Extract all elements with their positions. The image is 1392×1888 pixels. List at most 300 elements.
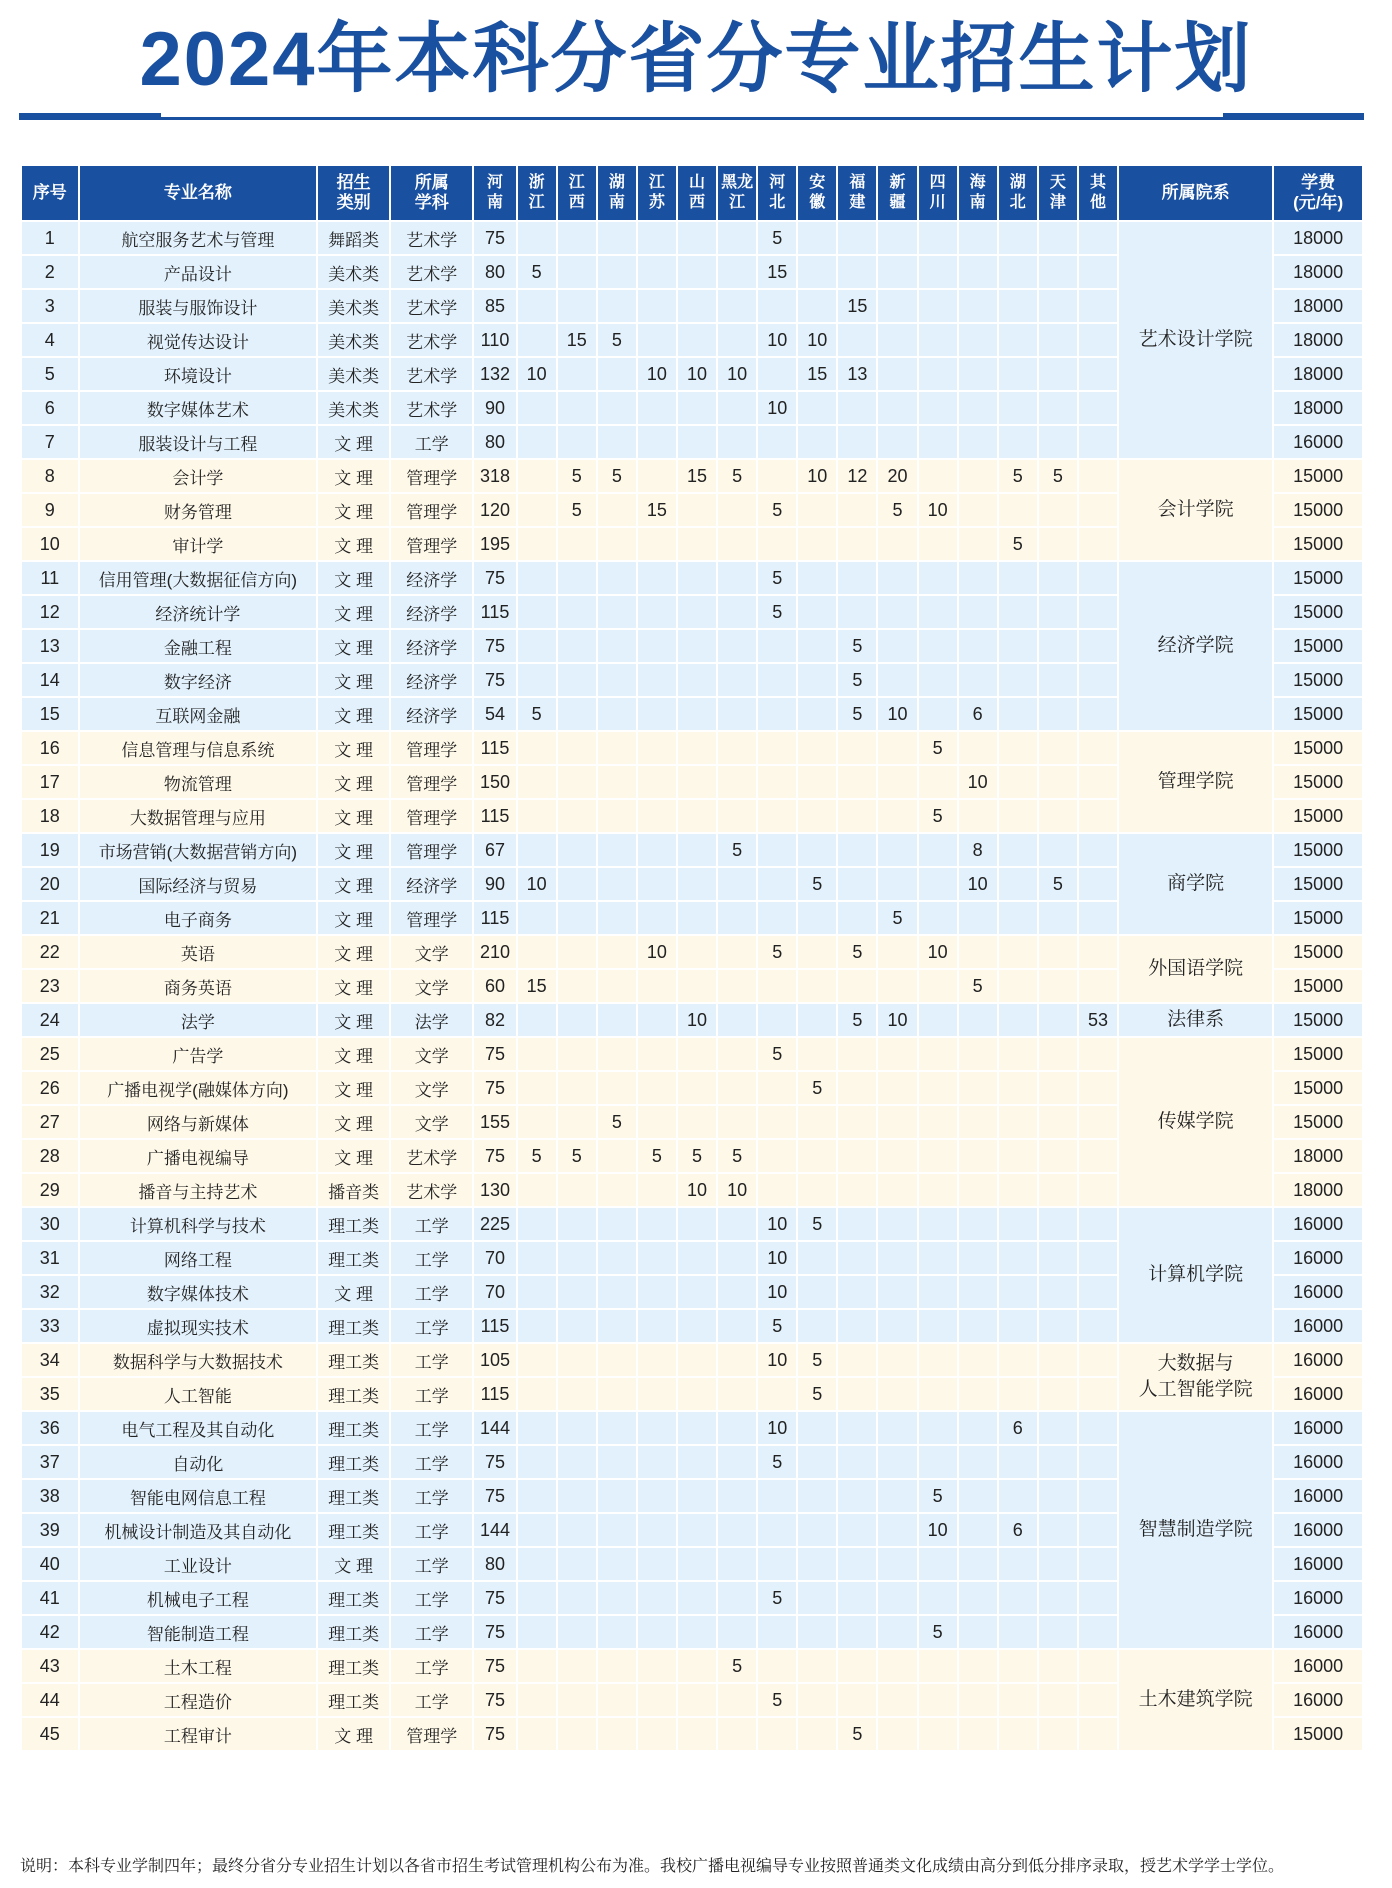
province-quota xyxy=(877,1037,917,1071)
province-quota xyxy=(677,901,717,935)
header-name: 专业名称 xyxy=(79,165,318,221)
province-quota xyxy=(797,1513,837,1547)
major-name: 英语 xyxy=(79,935,318,969)
province-quota xyxy=(918,1445,958,1479)
province-quota xyxy=(717,1513,757,1547)
province-quota xyxy=(877,391,917,425)
major-name: 网络工程 xyxy=(79,1241,318,1275)
province-quota xyxy=(958,391,998,425)
province-quota xyxy=(837,1139,877,1173)
province-quota: 5 xyxy=(517,255,557,289)
province-quota: 10 xyxy=(517,867,557,901)
subject-category: 经济学 xyxy=(390,595,473,629)
province-quota xyxy=(557,969,597,1003)
enrollment-type: 文 理 xyxy=(317,493,390,527)
province-quota: 5 xyxy=(837,697,877,731)
province-quota xyxy=(597,629,637,663)
enrollment-type: 美术类 xyxy=(317,357,390,391)
province-quota: 5 xyxy=(717,459,757,493)
province-quota xyxy=(1078,1649,1118,1683)
major-name: 服装与服饰设计 xyxy=(79,289,318,323)
province-quota xyxy=(918,289,958,323)
province-quota xyxy=(958,289,998,323)
province-quota xyxy=(877,1105,917,1139)
province-quota: 5 xyxy=(998,459,1038,493)
province-quota xyxy=(557,1377,597,1411)
row-number: 19 xyxy=(21,833,79,867)
province-quota: 10 xyxy=(877,697,917,731)
province-quota xyxy=(717,935,757,969)
province-name: 浙江 xyxy=(528,174,545,211)
province-quota xyxy=(837,1649,877,1683)
province-quota xyxy=(958,629,998,663)
major-name: 物流管理 xyxy=(79,765,318,799)
province-quota xyxy=(557,1717,597,1751)
subject-category: 工学 xyxy=(390,1513,473,1547)
province-quota xyxy=(918,1309,958,1343)
province-quota xyxy=(637,425,677,459)
province-name: 江西 xyxy=(568,174,585,211)
enrollment-type: 美术类 xyxy=(317,323,390,357)
province-quota: 8 xyxy=(958,833,998,867)
province-quota xyxy=(637,1071,677,1105)
province-quota: 15 xyxy=(557,323,597,357)
province-quota xyxy=(517,1343,557,1377)
province-quota xyxy=(877,561,917,595)
province-quota xyxy=(637,1717,677,1751)
province-quota xyxy=(597,969,637,1003)
header-province xyxy=(837,165,877,221)
row-number: 22 xyxy=(21,935,79,969)
province-quota xyxy=(958,663,998,697)
row-number: 14 xyxy=(21,663,79,697)
province-quota xyxy=(1038,221,1078,255)
enrollment-type: 文 理 xyxy=(317,527,390,561)
province-quota xyxy=(597,901,637,935)
province-quota xyxy=(597,1309,637,1343)
province-quota xyxy=(958,799,998,833)
province-quota xyxy=(918,663,958,697)
province-quota xyxy=(557,1411,597,1445)
province-quota: 144 xyxy=(473,1411,516,1445)
province-quota xyxy=(677,255,717,289)
province-quota xyxy=(1078,1479,1118,1513)
province-quota xyxy=(557,595,597,629)
subject-category: 工学 xyxy=(390,1615,473,1649)
province-quota xyxy=(837,1173,877,1207)
enrollment-type: 理工类 xyxy=(317,1411,390,1445)
province-quota xyxy=(717,697,757,731)
province-quota xyxy=(637,731,677,765)
province-quota xyxy=(637,867,677,901)
province-quota xyxy=(958,561,998,595)
province-quota xyxy=(517,459,557,493)
province-quota xyxy=(1038,833,1078,867)
province-quota xyxy=(998,221,1038,255)
province-quota xyxy=(717,391,757,425)
province-quota xyxy=(958,1037,998,1071)
province-quota xyxy=(517,1513,557,1547)
major-name: 人工智能 xyxy=(79,1377,318,1411)
province-quota xyxy=(1038,1037,1078,1071)
province-quota xyxy=(757,1105,797,1139)
enrollment-type: 文 理 xyxy=(317,1037,390,1071)
province-quota xyxy=(837,1479,877,1513)
province-quota xyxy=(1078,1037,1118,1071)
province-quota xyxy=(797,255,837,289)
province-quota xyxy=(717,1581,757,1615)
row-number: 7 xyxy=(21,425,79,459)
province-quota xyxy=(958,1717,998,1751)
row-number: 36 xyxy=(21,1411,79,1445)
province-quota xyxy=(797,1003,837,1037)
province-quota xyxy=(637,1173,677,1207)
province-quota xyxy=(918,1071,958,1105)
subject-category: 工学 xyxy=(390,1479,473,1513)
province-quota xyxy=(637,391,677,425)
province-quota: 75 xyxy=(473,1649,516,1683)
province-quota: 210 xyxy=(473,935,516,969)
province-quota xyxy=(998,731,1038,765)
major-name: 财务管理 xyxy=(79,493,318,527)
province-quota xyxy=(677,1547,717,1581)
province-quota xyxy=(877,1241,917,1275)
province-quota: 5 xyxy=(757,493,797,527)
province-quota xyxy=(757,1479,797,1513)
row-number: 18 xyxy=(21,799,79,833)
province-quota xyxy=(998,935,1038,969)
province-quota xyxy=(597,1343,637,1377)
province-quota xyxy=(1078,1173,1118,1207)
province-quota xyxy=(918,221,958,255)
province-quota xyxy=(597,561,637,595)
province-quota xyxy=(1038,629,1078,663)
college-name: 商学院 xyxy=(1118,833,1273,935)
province-quota xyxy=(877,1513,917,1547)
enrollment-type: 理工类 xyxy=(317,1479,390,1513)
major-name: 计算机科学与技术 xyxy=(79,1207,318,1241)
enrollment-type: 文 理 xyxy=(317,595,390,629)
province-quota xyxy=(837,799,877,833)
province-quota xyxy=(677,425,717,459)
province-quota xyxy=(797,1173,837,1207)
tuition-fee: 15000 xyxy=(1273,1003,1363,1037)
tuition-fee: 15000 xyxy=(1273,663,1363,697)
province-quota xyxy=(918,425,958,459)
tuition-fee: 15000 xyxy=(1273,1037,1363,1071)
province-quota xyxy=(1038,1071,1078,1105)
enrollment-type: 文 理 xyxy=(317,731,390,765)
province-quota xyxy=(677,1105,717,1139)
header-province xyxy=(998,165,1038,221)
header-province xyxy=(797,165,837,221)
province-quota xyxy=(797,1241,837,1275)
province-quota xyxy=(837,561,877,595)
tuition-fee: 18000 xyxy=(1273,289,1363,323)
subject-category: 工学 xyxy=(390,1547,473,1581)
province-quota xyxy=(557,1479,597,1513)
header-province xyxy=(597,165,637,221)
province-quota: 10 xyxy=(677,1173,717,1207)
row-number: 33 xyxy=(21,1309,79,1343)
province-quota xyxy=(597,1513,637,1547)
major-name: 播音与主持艺术 xyxy=(79,1173,318,1207)
enrollment-type: 文 理 xyxy=(317,1105,390,1139)
province-quota xyxy=(837,1343,877,1377)
province-quota xyxy=(918,1343,958,1377)
province-quota xyxy=(557,833,597,867)
province-quota xyxy=(677,1207,717,1241)
tuition-fee: 16000 xyxy=(1273,1445,1363,1479)
tuition-fee: 16000 xyxy=(1273,1309,1363,1343)
province-quota xyxy=(637,1309,677,1343)
header-province xyxy=(877,165,917,221)
major-name: 机械电子工程 xyxy=(79,1581,318,1615)
province-quota xyxy=(837,731,877,765)
province-quota: 60 xyxy=(473,969,516,1003)
province-quota xyxy=(998,833,1038,867)
province-quota xyxy=(677,527,717,561)
province-quota: 5 xyxy=(998,527,1038,561)
province-quota xyxy=(717,663,757,697)
row-number: 40 xyxy=(21,1547,79,1581)
row-number: 17 xyxy=(21,765,79,799)
province-quota xyxy=(918,1683,958,1717)
major-name: 经济统计学 xyxy=(79,595,318,629)
province-quota xyxy=(597,255,637,289)
major-name: 会计学 xyxy=(79,459,318,493)
province-quota xyxy=(637,595,677,629)
province-quota: 5 xyxy=(918,1479,958,1513)
header-province xyxy=(517,165,557,221)
subject-category: 艺术学 xyxy=(390,323,473,357)
province-quota xyxy=(517,493,557,527)
province-quota xyxy=(958,1003,998,1037)
province-quota: 5 xyxy=(918,799,958,833)
subject-category: 法学 xyxy=(390,1003,473,1037)
province-quota: 105 xyxy=(473,1343,516,1377)
province-quota xyxy=(1078,1309,1118,1343)
tuition-fee: 18000 xyxy=(1273,1139,1363,1173)
province-quota xyxy=(757,1173,797,1207)
province-quota xyxy=(557,1105,597,1139)
province-quota xyxy=(1038,1309,1078,1343)
province-quota xyxy=(797,1309,837,1343)
enrollment-type: 文 理 xyxy=(317,1717,390,1751)
province-quota xyxy=(998,357,1038,391)
province-quota xyxy=(557,1683,597,1717)
province-quota xyxy=(958,1343,998,1377)
province-quota: 75 xyxy=(473,1139,516,1173)
header-province xyxy=(1078,165,1118,221)
province-quota: 195 xyxy=(473,527,516,561)
province-quota xyxy=(998,425,1038,459)
tuition-fee: 15000 xyxy=(1273,629,1363,663)
province-quota xyxy=(877,867,917,901)
province-quota xyxy=(557,289,597,323)
enrollment-type: 美术类 xyxy=(317,255,390,289)
province-quota xyxy=(1038,1411,1078,1445)
province-quota xyxy=(597,1003,637,1037)
province-quota xyxy=(1078,1139,1118,1173)
province-quota xyxy=(918,1173,958,1207)
province-quota xyxy=(597,1547,637,1581)
major-name: 法学 xyxy=(79,1003,318,1037)
table-row xyxy=(21,221,1363,255)
enrollment-type: 文 理 xyxy=(317,425,390,459)
province-quota xyxy=(1078,799,1118,833)
province-quota xyxy=(837,1275,877,1309)
province-quota: 5 xyxy=(597,1105,637,1139)
province-quota xyxy=(877,1649,917,1683)
province-quota xyxy=(797,493,837,527)
province-quota xyxy=(797,595,837,629)
province-quota xyxy=(517,765,557,799)
row-number: 26 xyxy=(21,1071,79,1105)
province-quota xyxy=(1078,969,1118,1003)
province-quota xyxy=(517,595,557,629)
province-quota: 5 xyxy=(637,1139,677,1173)
province-quota xyxy=(958,221,998,255)
province-quota xyxy=(998,595,1038,629)
province-quota: 10 xyxy=(757,1275,797,1309)
major-name: 智能电网信息工程 xyxy=(79,1479,318,1513)
province-quota xyxy=(677,1479,717,1513)
province-quota xyxy=(557,1343,597,1377)
enrollment-type: 文 理 xyxy=(317,663,390,697)
province-quota xyxy=(998,1071,1038,1105)
province-name: 河南 xyxy=(487,174,504,211)
province-quota xyxy=(797,1275,837,1309)
enrollment-type: 理工类 xyxy=(317,1309,390,1343)
province-quota xyxy=(717,1479,757,1513)
subject-category: 经济学 xyxy=(390,663,473,697)
province-quota xyxy=(837,391,877,425)
province-quota xyxy=(637,1275,677,1309)
province-quota xyxy=(918,1003,958,1037)
province-quota xyxy=(1078,221,1118,255)
province-quota xyxy=(877,799,917,833)
province-quota xyxy=(677,595,717,629)
major-name: 工程审计 xyxy=(79,1717,318,1751)
enrollment-type: 理工类 xyxy=(317,1241,390,1275)
province-quota xyxy=(918,629,958,663)
province-quota xyxy=(757,867,797,901)
province-quota xyxy=(757,425,797,459)
table-row xyxy=(21,561,1363,595)
page-title: 2024年本科分省分专业招生计划 xyxy=(139,17,1253,102)
header-province xyxy=(1038,165,1078,221)
province-quota: 144 xyxy=(473,1513,516,1547)
row-number: 12 xyxy=(21,595,79,629)
province-quota xyxy=(597,1411,637,1445)
province-quota xyxy=(1078,1071,1118,1105)
province-quota xyxy=(797,1717,837,1751)
province-quota xyxy=(1038,1547,1078,1581)
college-name: 智慧制造学院 xyxy=(1118,1411,1273,1649)
province-quota: 5 xyxy=(797,1343,837,1377)
province-quota xyxy=(1038,1513,1078,1547)
province-quota xyxy=(717,425,757,459)
province-quota xyxy=(557,1445,597,1479)
province-quota xyxy=(837,595,877,629)
province-name: 黑龙江 xyxy=(721,174,754,211)
province-quota xyxy=(998,697,1038,731)
province-quota xyxy=(958,255,998,289)
tuition-fee: 16000 xyxy=(1273,1479,1363,1513)
province-quota: 75 xyxy=(473,629,516,663)
province-quota xyxy=(918,1241,958,1275)
province-quota: 225 xyxy=(473,1207,516,1241)
header-province xyxy=(918,165,958,221)
province-quota xyxy=(597,1377,637,1411)
province-quota xyxy=(877,1139,917,1173)
province-quota xyxy=(998,1037,1038,1071)
province-quota: 5 xyxy=(1038,867,1078,901)
major-name: 商务英语 xyxy=(79,969,318,1003)
province-quota xyxy=(757,629,797,663)
province-quota xyxy=(637,969,677,1003)
province-quota xyxy=(717,289,757,323)
province-quota xyxy=(877,255,917,289)
province-quota: 150 xyxy=(473,765,516,799)
province-quota xyxy=(1078,1105,1118,1139)
province-quota: 5 xyxy=(717,833,757,867)
province-quota: 75 xyxy=(473,1615,516,1649)
province-quota: 15 xyxy=(837,289,877,323)
province-quota xyxy=(877,425,917,459)
province-quota: 5 xyxy=(757,935,797,969)
subject-category: 艺术学 xyxy=(390,391,473,425)
province-quota xyxy=(677,697,717,731)
province-quota: 5 xyxy=(757,1683,797,1717)
province-quota xyxy=(877,663,917,697)
province-quota xyxy=(557,867,597,901)
province-quota xyxy=(557,1071,597,1105)
province-quota xyxy=(918,357,958,391)
province-quota xyxy=(877,629,917,663)
province-quota xyxy=(717,323,757,357)
province-quota xyxy=(1038,1377,1078,1411)
tuition-fee: 15000 xyxy=(1273,731,1363,765)
province-quota xyxy=(877,1445,917,1479)
province-quota xyxy=(958,493,998,527)
province-quota xyxy=(517,1683,557,1717)
row-number: 43 xyxy=(21,1649,79,1683)
tuition-fee: 16000 xyxy=(1273,1275,1363,1309)
province-quota xyxy=(597,1071,637,1105)
subject-category: 管理学 xyxy=(390,527,473,561)
province-quota xyxy=(557,1003,597,1037)
tuition-fee: 18000 xyxy=(1273,1173,1363,1207)
province-quota: 80 xyxy=(473,255,516,289)
province-quota xyxy=(1078,425,1118,459)
major-name: 土木工程 xyxy=(79,1649,318,1683)
tuition-fee: 16000 xyxy=(1273,1207,1363,1241)
row-number: 38 xyxy=(21,1479,79,1513)
province-quota xyxy=(677,935,717,969)
province-quota xyxy=(1078,595,1118,629)
province-quota xyxy=(1078,323,1118,357)
major-name: 市场营销(大数据营销方向) xyxy=(79,833,318,867)
province-quota xyxy=(877,935,917,969)
province-quota xyxy=(958,1105,998,1139)
province-quota xyxy=(597,1275,637,1309)
subject-category: 管理学 xyxy=(390,833,473,867)
province-quota xyxy=(557,663,597,697)
province-quota: 5 xyxy=(557,493,597,527)
province-quota xyxy=(757,1003,797,1037)
